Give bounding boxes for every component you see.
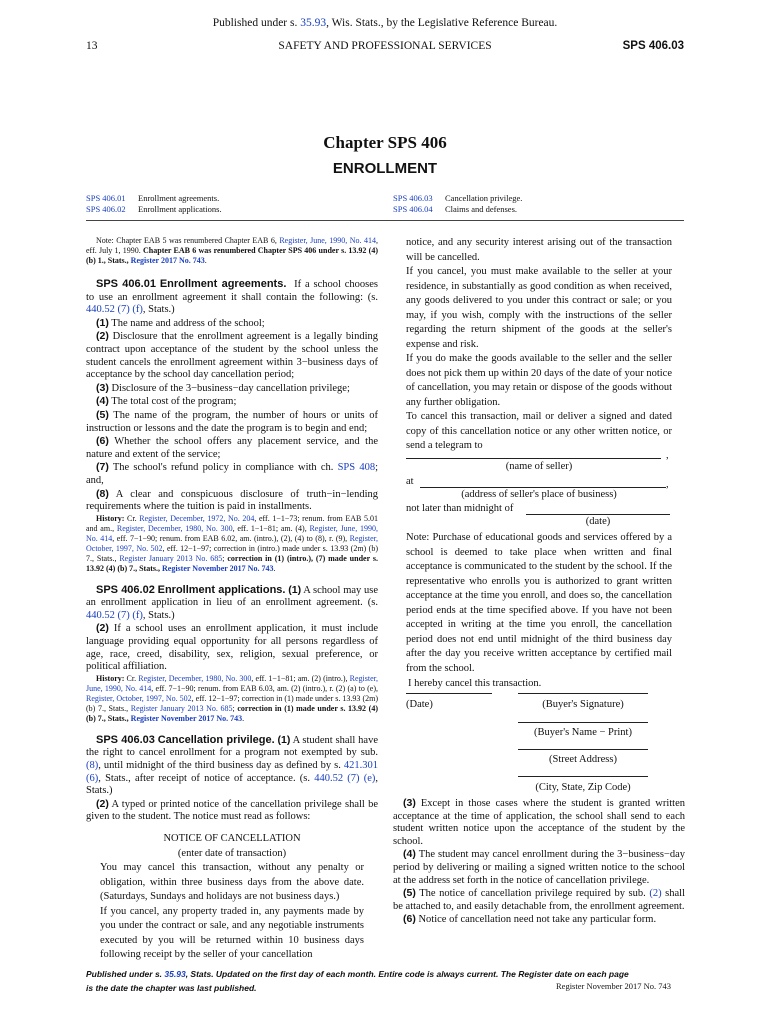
list-item: (6) Notice of cancellation need not take any particular form. <box>403 913 657 926</box>
street-line[interactable] <box>518 749 648 750</box>
history-note: History: Cr. Register, December, 1972, No. 204, eff. 1−1−73; renum. from EAB 5.01 and am., Register, December, 1980, No. 300, eff. 1−1−81; am. (4), Register, June, 1990, No. 414, eff. 7−1−90; renum. from EAB 6.02, am. (intro.), (2), (4) to (8), r. (9), Register, October, 1997, No. 502, eff. 12−1−97; correction in (intro.) made under s. 13.93 (2m) (b) 7., Stats., Register January 2013 No. 685; correction in (1) (intro.), (7) made under s. 13.92 (4) (b) 7., Stats., Register November 2017 No. 743. <box>86 513 379 573</box>
list-item: (4) The student may cancel enrollment during the 3−business−day period by delivering or mailing a signed written notice to the school at the address set forth in the notice of cancellation privilege. <box>393 848 686 886</box>
cancel-statement: I hereby cancel this transaction. <box>408 678 542 689</box>
footer-register: Register November 2017 No. 743 <box>556 981 671 991</box>
notice-para: If you cancel, any property traded in, any payments made by you under the contract or sale, and any negotiable instruments executed by you will be returned within 10 business days following receipt by the seller of your cancellation <box>100 905 364 960</box>
notice-right <box>406 236 672 454</box>
notice-left <box>86 832 378 963</box>
toc-item[interactable]: SPS 406.03 Cancellation privilege. <box>393 193 523 203</box>
footer-note: Published under s. 35.93, Stats. Updated on the first day of each month. Entire code is always current. The Register date on each page is the date the chapter was last published. <box>86 969 629 993</box>
section-406-01: SPS 406.01 Enrollment agreements. If a school chooses to use an enrollment agreement it shall contain the following: (s. 440.52 (7) (f), Stats.) <box>86 278 379 316</box>
buyer-signature-line[interactable] <box>518 693 648 694</box>
toc-item[interactable]: SPS 406.02 Enrollment applications. <box>86 204 222 214</box>
toc-item[interactable]: SPS 406.01 Enrollment agreements. <box>86 193 220 203</box>
seller-name-line[interactable] <box>406 458 661 459</box>
notice-purchase-note: Note: Purchase of educational goods and services offered by a school is deemed to take place when written and final acceptance is communicated to the student by the school. If the representative who enrolls you is authorized to grant written acceptance at the time you enroll, and does so, the cancellation period ends at the time specified above. If you have not been accepted in writing at the time you enroll, the cancellation period does not end until midnight of the third business day after the day you receive written acceptance by certified mail from the school. I hereby cancel this transaction. <box>406 531 672 692</box>
toc-right <box>393 193 683 215</box>
publication-banner: Published under s. 35.93, Wis. Stats., by the Legislative Reference Bureau. <box>212 17 558 29</box>
list-item: (2) Disclosure that the enrollment agreement is a legally binding contract upon acceptance of the student by the school unless the student cancels the enrollment agreement within 3−business days of acceptance by the school day cancellation period; <box>86 330 378 381</box>
list-item: (7) The school's refund policy in compliance with ch. SPS 408; and, <box>86 461 378 486</box>
notice-date-line: (enter date of transaction) <box>177 847 287 859</box>
chapter-note: Note: Chapter EAB 5 was renumbered Chapter EAB 6, Register, June, 1990, No. 414, eff. July 1, 1990. Chapter EAB 6 was renumbered Chapter SPS 406 under s. 13.92 (4) (b) 1., Stats., Register 2017 No. 743. <box>86 236 378 265</box>
deadline-label: not later than midnight of <box>406 503 514 514</box>
sign-date-label: (Date) <box>406 699 433 710</box>
street-label: (Street Address) <box>549 754 617 765</box>
section-406-02: SPS 406.02 Enrollment applications. (1) A school may use an enrollment application in lieu of an enrollment agreement. (s. 440.52 (7) (f), Stats.) <box>86 583 379 621</box>
chapter-subtitle: ENROLLMENT <box>332 160 438 177</box>
chapter-title: Chapter SPS 406 <box>323 133 447 152</box>
list-item: (6) Whether the school offers any placement service, and the nature and extent of the service; <box>86 435 378 460</box>
right-column-lower <box>393 797 685 927</box>
notice-para: If you do make the goods available to the seller and the seller does not pick them up within 20 days of the date of your notice of cancellation, you may retain or dispose of the goods without any further obligation. <box>406 353 672 408</box>
seller-name-label: (name of seller) <box>505 461 573 472</box>
list-item: (3) Except in those cases where the student is granted written acceptance at the time of application, the school shall send to each student written notice upon the acceptance of the student by the school. <box>393 797 685 847</box>
banner-statute-link[interactable]: 35.93 <box>300 17 327 29</box>
notice-title: NOTICE OF CANCELLATION <box>163 833 301 844</box>
notice-para: notice, and any security interest arising out of the transaction will be cancelled. <box>406 237 672 263</box>
list-item: (8) A clear and conspicuous disclosure of truth−in−lending requirements where the tuition is paid in installments. <box>86 487 378 513</box>
city-label: (City, State, Zip Code) <box>535 782 631 793</box>
city-line[interactable] <box>518 776 648 777</box>
buyer-signature-label: (Buyer's Signature) <box>542 699 624 710</box>
notice-para: To cancel this transaction, mail or deliver a signed and dated copy of this cancellation notice or any other written notice, or send a telegram to <box>406 411 672 451</box>
list-item: (5) The name of the program, the number of hours or units of instruction or lessons and the date the program is to begin and end; <box>86 408 378 434</box>
toc-item[interactable]: SPS 406.04 Claims and defenses. <box>393 204 517 214</box>
at-label: at <box>406 476 414 487</box>
notice-para: You may cancel this transaction, without any penalty or obligation, within three business days from the above date. (Saturdays, Sundays and holidays are not business days.) <box>100 862 364 902</box>
buyer-name-line[interactable] <box>518 722 648 723</box>
history-note: History: Cr. Register, December, 1980, No. 300, eff. 1−1−81; am. (2) (intro.), Register, June, 1990, No. 414, eff. 7−1−90; renum. from EAB 6.03, am. (2) (intro.), r. (2) (a) to (e), Register, October, 1997, No. 502, eff. 12−1−97; correction in (1) made under s. 13.93 (2m) (b) 7., Stats., Register January 2013 No. 685; correction in (1) made under s. 13.92 (4) (b) 7., Stats., Register November 2017 No. 743. <box>86 673 379 723</box>
toc-divider <box>86 220 684 221</box>
toc-left <box>86 193 376 215</box>
list-item: (5) The notice of cancellation privilege required by sub. (2) shall be attached to, and easily detachable from, the enrollment agreement. <box>393 887 685 912</box>
list-item: (2) A typed or printed notice of the cancellation privilege shall be given to the student. The notice must read as follows: <box>86 797 378 823</box>
page-number: 13 <box>86 40 98 52</box>
date-sign-line[interactable] <box>406 693 492 694</box>
list-item: (3) Disclosure of the 3−business−day cancellation privilege; <box>96 381 350 394</box>
date-label: (date) <box>585 516 611 527</box>
list-item: (4) The total cost of the program; <box>96 395 237 408</box>
buyer-name-label: (Buyer's Name − Print) <box>534 727 632 738</box>
header-title: SAFETY AND PROFESSIONAL SERVICES <box>278 40 492 52</box>
left-column <box>86 236 378 963</box>
header-code: SPS 406.03 <box>622 40 684 52</box>
seller-address-label: (address of seller's place of business) <box>461 489 617 500</box>
list-item: (2) If a school uses an enrollment application, it must include language providing equal opportunity for all persons regardless of age, race, creed, disability, sex, religion, sexual preference, or political affiliation. <box>86 622 379 673</box>
notice-para: If you cancel, you must make available to the seller at your residence, in substantially as good condition as when received, any goods delivered to you under this contract or sale; or you may, if you wish, comply with the instructions of the seller regarding the return shipment of the goods at the seller's expense and risk. <box>406 266 672 350</box>
footer-statute-link[interactable]: 35.93 <box>164 969 186 979</box>
section-406-03: SPS 406.03 Cancellation privilege. (1) A student shall have the right to cancel enrollment for a program not exempted by sub. (8), until midnight of the third business day as defined by s. 421.301 (6), Stats., after receipt of notice of acceptance. (s. 440.52 (7) (e), Stats.) <box>86 733 378 797</box>
list-item: (1) The name and address of the school; <box>96 316 265 329</box>
